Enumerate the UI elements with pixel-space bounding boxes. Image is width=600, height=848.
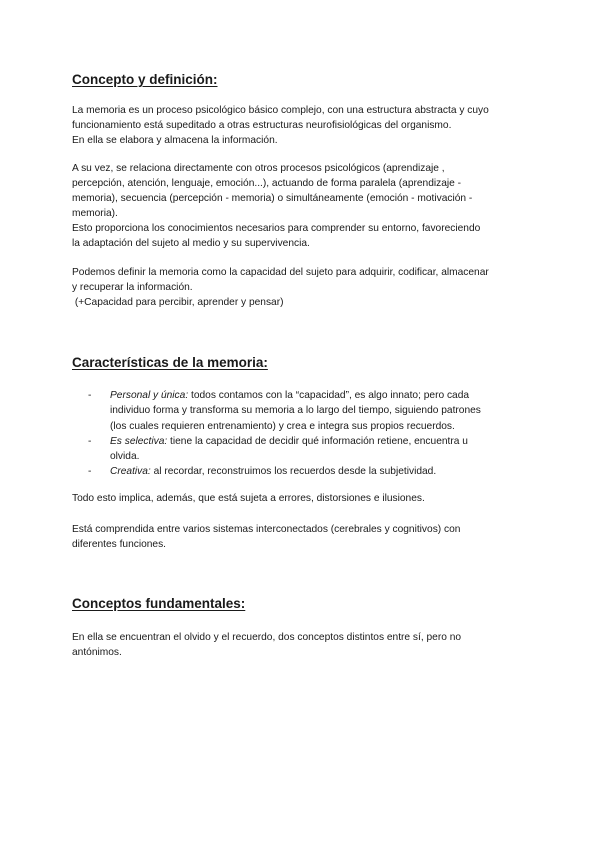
heading-fundamentales: Conceptos fundamentales: bbox=[72, 596, 246, 611]
text-line: y recuperar la información. bbox=[72, 282, 193, 293]
dash-bullet-icon: - bbox=[88, 466, 92, 478]
characteristics-list bbox=[88, 388, 538, 480]
text-line: antónimos. bbox=[72, 647, 122, 658]
text-line: (+Capacidad para percibir, aprender y pensar) bbox=[72, 297, 284, 308]
heading-caracteristicas: Características de la memoria: bbox=[72, 355, 268, 370]
paragraph-definicion-capacidad bbox=[72, 265, 542, 310]
dash-bullet-icon: - bbox=[88, 390, 92, 401]
paragraph-olvido-recuerdo bbox=[72, 630, 542, 660]
paragraph-procesos-psicologicos bbox=[72, 161, 542, 251]
text-line: (los cuales requieren entrenamiento) y crea e integra sus propios recuerdos. bbox=[110, 420, 455, 432]
text-line: Esto proporciona los conocimientos necesarios para comprender su entorno, favoreciendo bbox=[72, 223, 481, 234]
heading-concepto: Concepto y definición: bbox=[72, 72, 218, 87]
text-line: diferentes funciones. bbox=[72, 539, 167, 550]
text-line: Está comprendida entre varios sistemas interconectados (cerebrales y cognitivos) con bbox=[72, 524, 461, 535]
text-line: al recordar, reconstruimos los recuerdos desde la subjetividad. bbox=[150, 466, 437, 478]
text-line: Podemos definir la memoria como la capacidad del sujeto para adquirir, codificar, almacenar bbox=[72, 267, 489, 278]
text-line: La memoria es un proceso psicológico básico complejo, con una estructura abstracta y cuyo bbox=[72, 105, 489, 116]
text-line: En ella se encuentran el olvido y el recuerdo, dos conceptos distintos entre sí, pero no bbox=[72, 632, 462, 643]
paragraph-sistemas bbox=[72, 522, 542, 552]
text-line: En ella se elabora y almacena la información. bbox=[72, 135, 278, 146]
text-line: A su vez, se relaciona directamente con otros procesos psicológicos (aprendizaje , bbox=[72, 163, 445, 174]
term-label: Creativa: bbox=[110, 466, 151, 478]
term-label: Personal y única: bbox=[110, 390, 189, 401]
text-line: percepción, atención, lenguaje, emoción...), actuando de forma paralela (aprendizaje - bbox=[72, 178, 462, 189]
text-line: tiene la capacidad de decidir qué información retiene, encuentra u bbox=[167, 435, 468, 447]
text-line: todos contamos con la “capacidad”, es algo innato; pero cada bbox=[188, 390, 470, 401]
text-line: individuo forma y transforma su memoria a lo largo del tiempo, siguiendo patrones bbox=[110, 405, 481, 417]
list-item bbox=[88, 434, 538, 465]
term-label: Es selectiva: bbox=[110, 435, 168, 447]
list-item bbox=[88, 388, 538, 434]
text-line: la adaptación del sujeto al medio y su supervivencia. bbox=[72, 238, 310, 249]
text-line: olvida. bbox=[110, 451, 140, 463]
paragraph-errores bbox=[72, 491, 542, 506]
text-line: funcionamiento está supeditado a otras estructuras neurofisiológicas del organismo. bbox=[72, 120, 452, 131]
text-line: memoria). bbox=[72, 208, 118, 219]
list-item bbox=[88, 464, 538, 479]
dash-bullet-icon: - bbox=[88, 435, 92, 447]
paragraph-memoria-definicion bbox=[72, 103, 542, 148]
text-line: Todo esto implica, además, que está sujeta a errores, distorsiones e ilusiones. bbox=[72, 493, 425, 504]
text-line: memoria), secuencia (percepción - memoria) o simultáneamente (emoción - motivación - bbox=[72, 193, 473, 204]
